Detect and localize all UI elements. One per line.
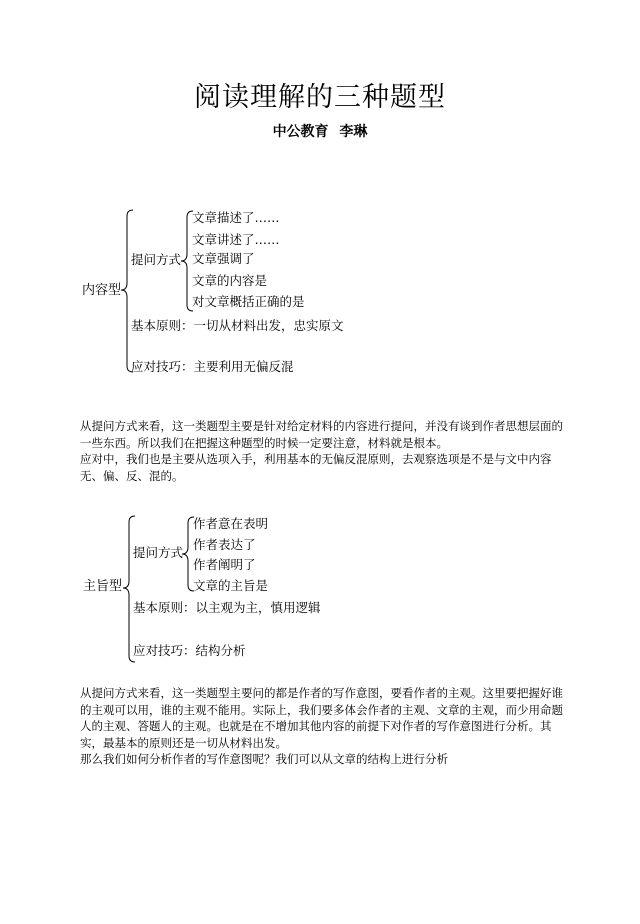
ask-item: 作者意在表明 — [193, 516, 269, 531]
principle-text: 基本原则：以主观为主，慎用逻辑 — [133, 600, 321, 615]
principle-text: 基本原则：一切从材料出发，忠实原文 — [131, 318, 344, 333]
category-label-main-idea: 主旨型 — [83, 579, 123, 594]
ask-method-label: 提问方式 — [133, 545, 184, 560]
ask-item: 文章强调了 — [192, 251, 255, 266]
ask-item: 文章的内容是 — [192, 273, 268, 288]
ask-item: 文章讲述了…… — [192, 232, 280, 247]
ask-item: 文章的主旨是 — [193, 578, 269, 593]
ask-item: 作者阐明了 — [193, 557, 256, 572]
ask-item: 文章描述了…… — [192, 210, 280, 225]
ask-item: 作者表达了 — [193, 537, 256, 552]
paragraph: 那么我们如何分析作者的写作意图呢？我们可以从文章的结构上进行分析 — [80, 752, 448, 766]
ask-item: 对文章概括正确的是 — [192, 294, 305, 309]
technique-text: 应对技巧：结构分析 — [133, 643, 246, 658]
paragraph: 从提问方式来看，这一类题型主要问的都是作者的写作意图，要看作者的主观。这里要把握好谁的主观可以用，谁的主观不能用。实际上，我们要多体会作者的主观、文章的主观，而少用命题人的主观、答题人的主观。也就是在不增加其他内容的前提下对作者的写作意图进行分析。其实，最基本的原则还是一切从材料出发。 — [80, 686, 563, 750]
ask-method-label: 提问方式 — [131, 252, 182, 267]
paragraph: 从提问方式来看，这一类题型主要是针对给定材料的内容进行提问，并没有谈到作者思想层面的一些东西。所以我们在把握这种题型的时候一定要注意，材料就是根本。 — [80, 419, 563, 450]
page-title: 阅读理解的三种题型 — [194, 82, 446, 113]
outer-brace — [123, 516, 135, 662]
technique-text: 应对技巧：主要利用无偏反混 — [131, 359, 294, 374]
author-line: 中公教育 李琳 — [272, 124, 368, 140]
paragraph-block — [80, 685, 570, 768]
paragraph: 应对中，我们也是主要从选项入手，利用基本的无偏反混原则，去观察选项是不是与文中内容无、偏、反、混的。 — [80, 452, 552, 483]
category-label-content: 内容型 — [82, 283, 122, 298]
